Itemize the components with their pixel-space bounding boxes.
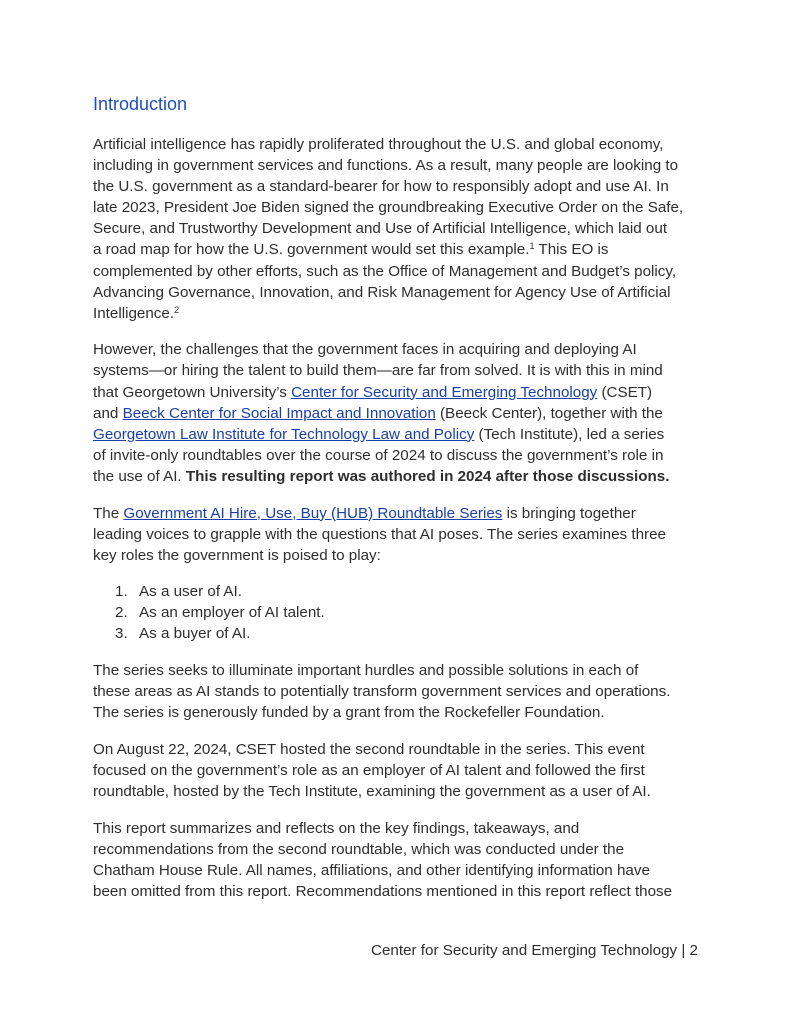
footer-separator: | [677, 942, 690, 959]
text-line [93, 739, 713, 760]
text-span: Secure, and Trustworthy Development and Use of Artificial Intelligence, which laid out [93, 220, 668, 238]
text-line [93, 702, 713, 723]
footer-org: Center for Security and Emerging Technology [370, 942, 678, 959]
list-number: 1. [115, 583, 128, 601]
list-item [93, 602, 713, 623]
text-span: late 2023, President Joe Biden signed the groundbreaking Executive Order on the Safe, [93, 199, 684, 217]
inline-link[interactable]: Beeck Center for Social Impact and Innovation [122, 404, 436, 422]
text-span: the U.S. government as a standard-bearer for how to responsibly adopt and use AI. In [93, 178, 669, 196]
list-item [93, 623, 713, 644]
text-line [93, 503, 713, 524]
text-span: focused on the government’s role as an employer of AI talent and followed the first [93, 761, 645, 779]
footnote-ref[interactable]: 1 [529, 241, 535, 252]
text-line [93, 239, 713, 260]
text-span: recommendations from the second roundtable, which was conducted under the [93, 840, 625, 858]
text-span: The series is generously funded by a grant from the Rockefeller Foundation. [93, 704, 605, 722]
text-span: including in government services and functions. As a result, many people are looking to [93, 157, 679, 175]
text-span: This EO is [534, 241, 609, 259]
numbered-list [93, 581, 713, 644]
text-span: The [93, 504, 124, 522]
text-line [93, 681, 713, 702]
text-line [93, 282, 713, 303]
text-span: Advancing Governance, Innovation, and Risk Management for Agency Use of Artificial [93, 283, 671, 301]
text-line [93, 839, 713, 860]
text-span: However, the challenges that the government faces in acquiring and deploying AI [93, 341, 637, 359]
text-span: is bringing together [502, 504, 636, 522]
inline-link[interactable]: Center for Security and Emerging Technology [291, 383, 598, 401]
text-span: been omitted from this report. Recommendations mentioned in this report reflect those [93, 882, 673, 900]
text-span: and [93, 404, 123, 422]
paragraph [93, 503, 713, 566]
text-span: a road map for how the U.S. government would set this example. [93, 241, 530, 259]
text-span: that Georgetown University’s [93, 383, 292, 401]
list-number: 3. [115, 625, 128, 643]
section-heading: Introduction [93, 94, 188, 114]
paragraph [93, 660, 713, 723]
text-line [93, 360, 713, 381]
list-text: As a user of AI. [139, 583, 242, 601]
text-line [93, 881, 713, 902]
paragraph [93, 818, 713, 902]
text-line [93, 218, 713, 239]
text-span: of invite-only roundtables over the course of 2024 to discuss the government’s role in [93, 446, 664, 464]
paragraphs-before-list [93, 134, 713, 566]
text-span: these areas as AI stands to potentially transform government services and operations. [93, 683, 671, 701]
inline-link[interactable]: Georgetown Law Institute for Technology Law and Policy [93, 425, 475, 443]
text-span: This report summarizes and reflects on the key findings, takeaways, and [93, 819, 580, 837]
paragraph [93, 134, 713, 324]
text-span: (CSET) [597, 383, 653, 401]
text-span: Intelligence. [93, 304, 175, 322]
page-footer [371, 942, 698, 959]
text-line [93, 660, 713, 681]
list-number: 2. [115, 604, 128, 622]
text-line [93, 303, 713, 324]
footnote-ref[interactable]: 2 [174, 304, 180, 315]
text-line [93, 339, 713, 360]
document-body [93, 134, 713, 918]
page-number: 2 [689, 942, 698, 959]
text-span: (Tech Institute), led a series [474, 425, 665, 443]
paragraphs-after-list [93, 660, 713, 902]
text-span: The series seeks to illuminate important hurdles and possible solutions in each of [93, 662, 639, 680]
paragraph [93, 339, 713, 487]
text-line [93, 860, 713, 881]
text-line [93, 818, 713, 839]
text-line [93, 155, 713, 176]
text-line [93, 403, 713, 424]
text-line [93, 445, 713, 466]
list-text: As an employer of AI talent. [139, 604, 325, 622]
paragraph [93, 739, 713, 802]
text-span: On August 22, 2024, CSET hosted the second roundtable in the series. This event [93, 740, 645, 758]
text-span: the use of AI. [93, 467, 186, 485]
text-line [93, 466, 713, 487]
text-span: systems—or hiring the talent to build them—are far from solved. It is with this in mind [93, 362, 663, 380]
text-span: (Beeck Center), together with the [435, 404, 663, 422]
text-line [93, 261, 713, 282]
text-line [93, 176, 713, 197]
text-line [93, 545, 713, 566]
text-span: Chatham House Rule. All names, affiliations, and other identifying information have [93, 861, 650, 879]
text-line [93, 524, 713, 545]
bold-text: This resulting report was authored in 2024 after those discussions. [185, 467, 670, 485]
text-line [93, 382, 713, 403]
list-text: As a buyer of AI. [139, 625, 251, 643]
text-line [93, 424, 713, 445]
list-item [93, 581, 713, 602]
text-line [93, 781, 713, 802]
text-span: Artificial intelligence has rapidly proliferated throughout the U.S. and global economy, [93, 136, 664, 153]
text-span: complemented by other efforts, such as the Office of Management and Budget’s policy, [93, 262, 677, 280]
text-line [93, 197, 713, 218]
text-span: key roles the government is poised to play: [93, 546, 381, 564]
text-span: roundtable, hosted by the Tech Institute, examining the government as a user of AI. [93, 783, 651, 801]
inline-link[interactable]: Government AI Hire, Use, Buy (HUB) Roundtable Series [123, 504, 503, 522]
text-span: leading voices to grapple with the questions that AI poses. The series examines three [93, 525, 666, 543]
text-line [93, 134, 713, 155]
text-line [93, 760, 713, 781]
